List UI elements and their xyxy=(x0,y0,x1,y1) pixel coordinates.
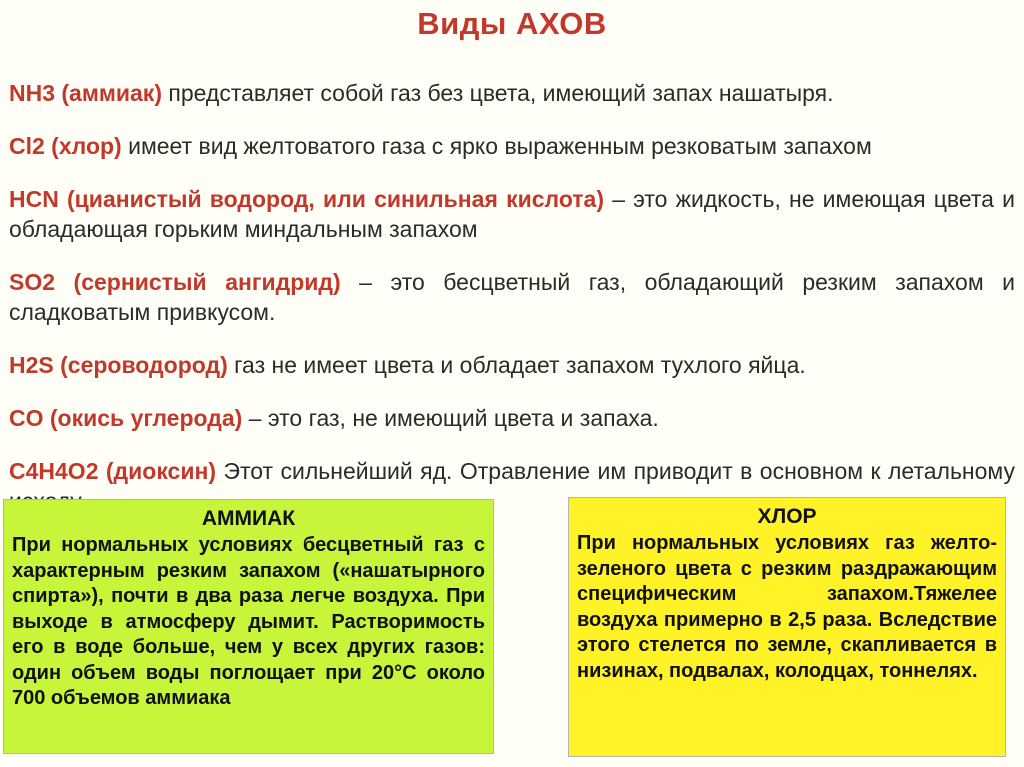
desc-so2: – это бесцветный газ, обладающий резким запахом и сладковатым привкусом. xyxy=(9,269,1015,325)
desc-co: – это газ, не имеющий цвета и запаха. xyxy=(242,405,659,431)
term-h2s: H2S (сероводород) xyxy=(9,352,228,378)
ammonia-info-box xyxy=(3,499,494,754)
ammonia-box-title: АММИАК xyxy=(201,507,296,530)
list-item-nh3 xyxy=(9,78,1015,108)
term-nh3: NH3 (аммиак) xyxy=(9,80,162,106)
term-dioxin: C4H4O2 (диоксин) xyxy=(9,458,217,484)
chlorine-box-title: ХЛОР xyxy=(757,505,817,528)
term-cl2: Cl2 (хлор) xyxy=(9,133,122,159)
desc-h2s: газ не имеет цвета и обладает запахом тухлого яйца. xyxy=(227,352,806,378)
list-item-h2s xyxy=(9,350,1015,380)
chlorine-info-box xyxy=(568,497,1006,757)
desc-hcn: – это жидкость, не имеющая цвета и обладающая горьким миндальным запахом xyxy=(9,186,1016,242)
term-so2: SO2 (сернистый ангидрид) xyxy=(9,269,341,295)
ammonia-box-text: При нормальных условиях бесцветный газ с характерным резким запахом («нашатырного спирта»), почти в два раза легче воздуха. При выходе в атмосферу дымит. Растворимость его в воде больше, чем у всех других газов: один объем воды поглощает при 20°С около 700 объемов аммиака xyxy=(12,534,485,709)
list-item-cl2 xyxy=(9,131,1015,161)
list-item-so2 xyxy=(9,267,1015,327)
term-co: CO (окись углерода) xyxy=(9,405,243,431)
list-item-hcn xyxy=(9,184,1015,244)
chlorine-box-text: При нормальных условиях газ желто-зеленого цвета с резким раздражающим специфическим запахом.Тяжелее воздуха примерно в 2,5 раза. Вследствие этого стелется по земле, скапливается в низинах, подвалах, колодцах, тоннелях. xyxy=(577,532,997,682)
term-hcn: HCN (цианистый водород, или синильная кислота) xyxy=(9,186,605,212)
list-item-co xyxy=(9,403,1015,433)
desc-cl2: имеет вид желтоватого газа с ярко выраженным резковатым запахом xyxy=(121,133,872,159)
substance-list xyxy=(9,78,1015,525)
desc-nh3: представляет собой газ без цвета, имеющий запах нашатыря. xyxy=(161,80,834,106)
desc-dioxin: Этот сильнейший яд. Отравление им приводит в основном к летальному xyxy=(223,458,1015,484)
slide-title: Виды АХОВ xyxy=(417,6,607,41)
